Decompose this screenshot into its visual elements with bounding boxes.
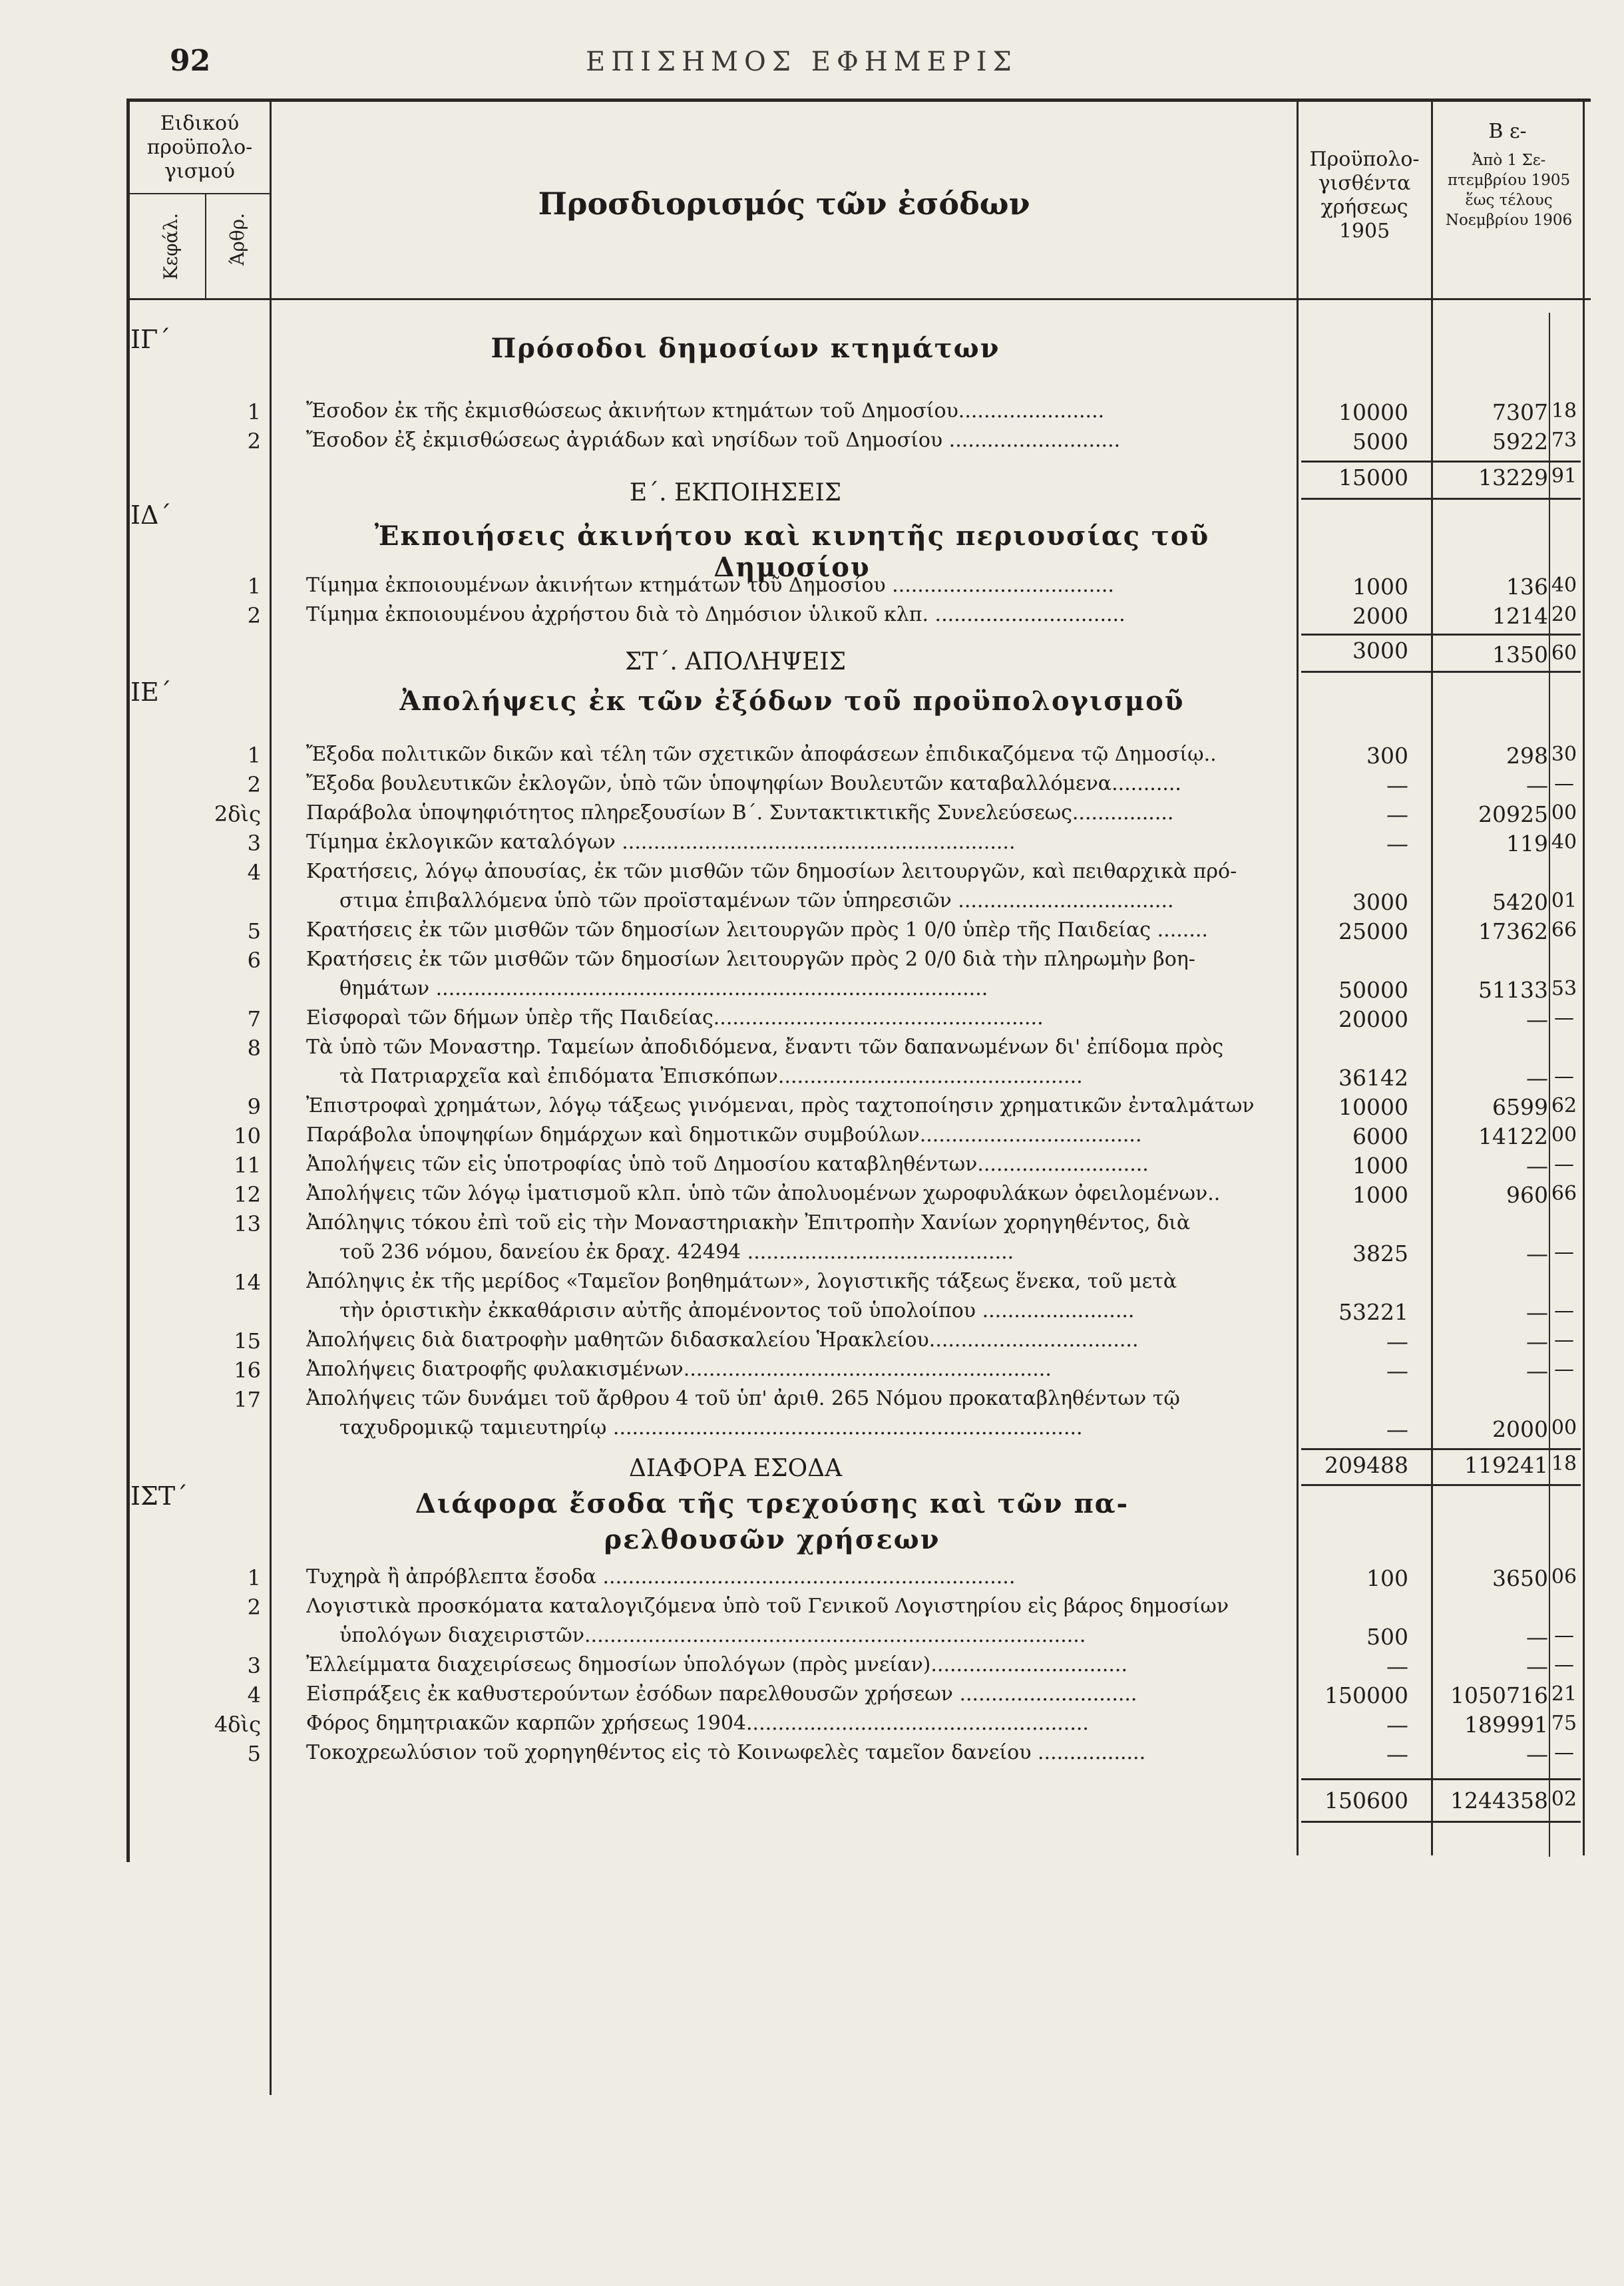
article-number: 12 xyxy=(234,1182,261,1207)
article-number: 15 xyxy=(234,1328,261,1354)
header-bottom-rule xyxy=(126,298,1591,300)
realized-value: 5420 xyxy=(1492,889,1548,915)
article-number: 11 xyxy=(234,1153,261,1178)
budget-value: 300 xyxy=(1366,743,1408,769)
section-total-cents: 18 xyxy=(1551,1452,1577,1475)
row-description-continued: τοῦ 236 νόμου, δανείου ἐκ δραχ. 42494 .......................................... xyxy=(339,1240,1014,1264)
section-title-continued: ρελθουσῶν χρήσεων xyxy=(604,1524,940,1555)
realized-cents: — xyxy=(1554,1006,1574,1030)
row-description: Ἔσοδον ἐξ ἐκμισθώσεως ἀγριάδων καὶ νησίδων τοῦ Δημοσίου ........................... xyxy=(306,429,1121,452)
budget-value: 53221 xyxy=(1338,1299,1408,1325)
section-total-cents: 91 xyxy=(1551,465,1577,488)
article-number: 5 xyxy=(247,918,261,944)
article-number: 17 xyxy=(234,1387,261,1412)
budget-value: 500 xyxy=(1366,1624,1408,1650)
row-description: Κρατήσεις, λόγῳ ἀπουσίας, ἐκ τῶν μισθῶν τῶν δημοσίων λειτουργῶν, καὶ πειθαρχικὰ πρό- xyxy=(306,860,1237,883)
page-number: 92 xyxy=(170,44,211,78)
realized-value: 298 xyxy=(1506,743,1548,769)
article-number: 4 xyxy=(247,860,261,885)
section-total-budget: 3000 xyxy=(1352,638,1408,664)
realized-cents: 06 xyxy=(1551,1565,1577,1589)
row-description-continued: ταχυδρομικῷ ταμιευτηρίῳ .......................................................................... xyxy=(339,1416,1083,1439)
row-description: Παράβολα ὑποψηφιότητος πληρεξουσίων Β΄. Συντακτικτικῆς Συνελεύσεως................ xyxy=(306,801,1174,825)
article-number: 1 xyxy=(247,399,261,425)
realized-cents: 01 xyxy=(1551,889,1577,912)
col-divider-article xyxy=(270,98,272,2095)
left-border xyxy=(126,98,130,1862)
realized-cents: 53 xyxy=(1551,977,1577,1000)
col-divider-budget xyxy=(1297,98,1299,1855)
row-description: Τυχηρὰ ἢ ἀπρόβλεπτα ἔσοδα ................................................................. xyxy=(306,1565,1016,1589)
article-number: 9 xyxy=(247,1094,261,1119)
realized-value: 5922 xyxy=(1492,429,1548,455)
realized-cents: — xyxy=(1554,1240,1574,1264)
row-description: Ἀπολήψεις τῶν εἰς ὑποτροφίας ὑπὸ τοῦ Δημοσίου καταβληθέντων........................... xyxy=(306,1153,1149,1176)
row-description: Ἀπόληψις ἐκ τῆς μερίδος «Ταμεῖον βοηθημάτων», λογιστικῆς τάξεως ἕνεκα, τοῦ μετὰ xyxy=(306,1270,1177,1293)
budget-value: 5000 xyxy=(1352,429,1408,455)
row-description: Ἐπιστροφαὶ χρημάτων, λόγῳ τάξεως γινόμεναι, πρὸς ταχτοποίησιν χρηματικῶν ἐνταλμάτων xyxy=(306,1094,1255,1117)
realized-value: — xyxy=(1526,1358,1548,1384)
section-title: Ἀπολήψεις ἐκ τῶν ἐξόδων τοῦ προϋπολογισμοῦ xyxy=(399,685,1185,717)
row-description: Ἔξοδα βουλευτικῶν ἐκλογῶν, ὑπὸ τῶν ὑποψηφίων Βουλευτῶν καταβαλλόμενα........... xyxy=(306,772,1181,795)
article-number: 2δὶς xyxy=(214,801,261,827)
article-number: 5 xyxy=(247,1741,261,1766)
article-number: 2 xyxy=(247,603,261,628)
article-number: 1 xyxy=(247,743,261,768)
realized-value: 189991 xyxy=(1464,1712,1548,1738)
realized-cents: 00 xyxy=(1551,1416,1577,1439)
total-double-rule xyxy=(1301,1821,1581,1823)
section-total-budget: 209488 xyxy=(1324,1452,1408,1478)
budget-value: 50000 xyxy=(1338,977,1408,1003)
article-number: 3 xyxy=(247,1653,261,1678)
article-number: 8 xyxy=(247,1036,261,1061)
realized-cents: — xyxy=(1554,772,1574,795)
section-total-budget: 150600 xyxy=(1324,1788,1408,1813)
row-description-continued: ὑπολόγων διαχειριστῶν............................................................................... xyxy=(339,1624,1086,1647)
row-description-continued: στιμα ἐπιβαλλόμενα ὑπὸ τῶν προϊσταμένων τῶν ὑπηρεσιῶν .................................. xyxy=(339,889,1174,912)
row-description-continued: τὰ Πατριαρχεῖα καὶ ἐπιδόματα Ἐπισκόπων................................................ xyxy=(339,1065,1083,1088)
realized-value: — xyxy=(1526,1240,1548,1266)
realized-value: — xyxy=(1526,1328,1548,1354)
col-divider-real xyxy=(1431,98,1433,1855)
article-number: 7 xyxy=(247,1006,261,1032)
special-budget-rule xyxy=(126,193,272,194)
realized-cents: 40 xyxy=(1551,574,1577,597)
realized-value: 1050716 xyxy=(1450,1682,1548,1708)
budget-value: 3825 xyxy=(1352,1240,1408,1266)
total-double-rule xyxy=(1301,671,1581,673)
realized-cents: 62 xyxy=(1551,1094,1577,1117)
subtotal-rule xyxy=(1301,461,1581,463)
realized-value: 14122 xyxy=(1478,1123,1548,1149)
col-divider-chapter xyxy=(205,193,206,299)
realized-cents: — xyxy=(1554,1065,1574,1088)
row-description: Λογιστικὰ προσκόματα καταλογιζόμενα ὑπὸ τοῦ Γενικοῦ Λογιστηρίου εἰς βάρος δημοσίων xyxy=(306,1595,1229,1618)
realized-value: 1214 xyxy=(1492,603,1548,629)
row-description-continued: θημάτων ....................................................................................... xyxy=(339,977,988,1000)
row-description: Ἔσοδον ἐκ τῆς ἐκμισθώσεως ἀκινήτων κτημάτων τοῦ Δημοσίου....................... xyxy=(306,399,1105,423)
budget-value: — xyxy=(1386,1712,1408,1738)
article-number: 10 xyxy=(234,1123,261,1149)
section-title: Πρόσοδοι δημοσίων κτημάτων xyxy=(491,333,1000,364)
chapter-label: ΙΓ΄ xyxy=(130,325,171,354)
row-description: Ἔξοδα πολιτικῶν δικῶν καὶ τέλη τῶν σχετικῶν ἀποφάσεων ἐπιδικαζόμενα τῷ Δημοσίῳ.. xyxy=(306,743,1217,766)
article-number: 3 xyxy=(247,831,261,856)
row-description: Τίμημα ἐκλογικῶν καταλόγων .............................................................. xyxy=(306,831,1016,854)
section-total-budget: 15000 xyxy=(1338,465,1408,490)
header-realized-top: Β ε- xyxy=(1488,120,1527,143)
header-realized: Ἀπὸ 1 Σε-πτεμβρίου 1905 ἕως τέλους Νοεμβρίου 1906 xyxy=(1445,152,1573,229)
budget-value: — xyxy=(1386,801,1408,827)
realized-value: 960 xyxy=(1506,1182,1548,1208)
section-title: Διάφορα ἔσοδα τῆς τρεχούσης καὶ τῶν πα- xyxy=(415,1488,1129,1519)
budget-value: 10000 xyxy=(1338,399,1408,425)
section-total-cents: 02 xyxy=(1551,1788,1577,1811)
chapter-label: ΙΣΤ΄ xyxy=(130,1481,188,1511)
row-description: Τοκοχρεωλύσιον τοῦ χορηγηθέντος εἰς τὸ Κοινωφελὲς ταμεῖον δανείου ................. xyxy=(306,1741,1146,1764)
budget-value: 1000 xyxy=(1352,1153,1408,1179)
part-heading: ΣΤ΄. ΑΠΟΛΗΨΕΙΣ xyxy=(624,648,847,675)
realized-value: 7307 xyxy=(1492,399,1548,425)
realized-cents: 30 xyxy=(1551,743,1577,766)
budget-value: — xyxy=(1386,831,1408,857)
col-divider-cents xyxy=(1549,313,1550,1857)
article-number: 2 xyxy=(247,1595,261,1620)
budget-value: 20000 xyxy=(1338,1006,1408,1032)
budget-value: — xyxy=(1386,772,1408,798)
budget-value: — xyxy=(1386,1328,1408,1354)
header-main-title: Προσδιορισμός τῶν ἐσόδων xyxy=(538,186,1030,222)
right-border xyxy=(1583,98,1585,1855)
realized-cents: 73 xyxy=(1551,429,1577,452)
section-total-real: 119241 xyxy=(1464,1452,1548,1478)
realized-cents: 00 xyxy=(1551,1123,1577,1147)
part-heading: Ε΄. ΕΚΠΟΙΗΣΕΙΣ xyxy=(629,479,842,506)
realized-value: 51133 xyxy=(1478,977,1548,1003)
realized-cents: — xyxy=(1554,1153,1574,1176)
article-number: 13 xyxy=(234,1211,261,1237)
subtotal-rule xyxy=(1301,634,1581,636)
realized-value: 119 xyxy=(1506,831,1548,857)
subtotal-rule xyxy=(1301,1448,1581,1450)
table-top-rule xyxy=(126,98,1591,102)
budget-value: 25000 xyxy=(1338,918,1408,944)
realized-value: — xyxy=(1526,772,1548,798)
article-number: 1 xyxy=(247,1565,261,1591)
budget-value: — xyxy=(1386,1741,1408,1767)
realized-value: — xyxy=(1526,1153,1548,1179)
realized-cents: — xyxy=(1554,1624,1574,1647)
running-title: ΕΠΙΣΗΜΟΣ ΕΦΗΜΕΡΙΣ xyxy=(586,47,1018,77)
budget-value: — xyxy=(1386,1358,1408,1384)
row-description: Ἀπολήψεις διατροφῆς φυλακισμένων.......................................................... xyxy=(306,1358,1052,1381)
realized-cents: — xyxy=(1554,1653,1574,1676)
section-total-real: 13229 xyxy=(1478,465,1548,490)
row-description: Κρατήσεις ἐκ τῶν μισθῶν τῶν δημοσίων λειτουργῶν πρὸς 2 0/0 διὰ τὴν πληρωμὴν βοη- xyxy=(306,948,1195,971)
budget-value: — xyxy=(1386,1653,1408,1679)
budget-value: 150000 xyxy=(1324,1682,1408,1708)
realized-value: 6599 xyxy=(1492,1094,1548,1120)
row-description: Ἀπολήψεις τῶν δυνάμει τοῦ ἄρθρου 4 τοῦ ὑπ' ἀριθ. 265 Νόμου προκαταβληθέντων τῷ xyxy=(306,1387,1180,1410)
section-total-cents: 60 xyxy=(1551,642,1577,665)
row-description: Τίμημα ἐκποιουμένου ἀχρήστου διὰ τὸ Δημόσιον ὑλικοῦ κλπ. .............................. xyxy=(306,603,1125,626)
realized-cents: 66 xyxy=(1551,1182,1577,1205)
section-total-real: 1350 xyxy=(1492,642,1548,667)
row-description: Εἰσφοραὶ τῶν δήμων ὑπὲρ τῆς Παιδείας.................................................... xyxy=(306,1006,1044,1030)
chapter-label: ΙΕ΄ xyxy=(130,677,172,707)
article-number: 14 xyxy=(234,1270,261,1295)
article-number: 1 xyxy=(247,574,261,599)
subtotal-rule xyxy=(1301,1778,1581,1780)
row-description: Ἀπολήψεις διὰ διατροφὴν μαθητῶν διδασκαλείου Ἡρακλείου................................. xyxy=(306,1328,1139,1352)
realized-value: 136 xyxy=(1506,574,1548,600)
realized-cents: 00 xyxy=(1551,801,1577,825)
realized-cents: 21 xyxy=(1551,1682,1577,1706)
header-chapter-col: Κεφάλ. xyxy=(160,213,182,280)
budget-value: 2000 xyxy=(1352,603,1408,629)
header-article-col: Άρθρ. xyxy=(226,213,248,266)
row-description: Παράβολα ὑποψηφίων δημάρχων καὶ δημοτικῶν συμβούλων................................... xyxy=(306,1123,1142,1147)
realized-cents: — xyxy=(1554,1741,1574,1764)
budget-value: 6000 xyxy=(1352,1123,1408,1149)
realized-value: 17362 xyxy=(1478,918,1548,944)
realized-value: — xyxy=(1526,1653,1548,1679)
row-description: Φόρος δημητριακῶν καρπῶν χρήσεως 1904...................................................... xyxy=(306,1712,1089,1735)
row-description: Τίμημα ἐκποιουμένων ἀκινήτων κτημάτων τοῦ Δημοσίου ................................... xyxy=(306,574,1114,597)
realized-cents: 20 xyxy=(1551,603,1577,626)
article-number: 6 xyxy=(247,948,261,973)
article-number: 16 xyxy=(234,1358,261,1383)
realized-value: — xyxy=(1526,1006,1548,1032)
total-double-rule xyxy=(1301,498,1581,500)
budget-value: 1000 xyxy=(1352,1182,1408,1208)
budget-value: 3000 xyxy=(1352,889,1408,915)
realized-cents: — xyxy=(1554,1358,1574,1381)
budget-value: 36142 xyxy=(1338,1065,1408,1091)
realized-value: 2000 xyxy=(1492,1416,1548,1442)
realized-value: — xyxy=(1526,1299,1548,1325)
article-number: 2 xyxy=(247,429,261,454)
realized-cents: 40 xyxy=(1551,831,1577,854)
realized-cents: 75 xyxy=(1551,1712,1577,1735)
row-description: Εἰσπράξεις ἐκ καθυστερούντων ἐσόδων παρελθουσῶν χρήσεων ............................ xyxy=(306,1682,1137,1706)
header-special-budget: Ειδικού προϋπολο-γισμού xyxy=(146,112,253,183)
realized-cents: 18 xyxy=(1551,399,1577,423)
row-description: Τὰ ὑπὸ τῶν Μοναστηρ. Ταμείων ἀποδιδόμενα, ἔναντι τῶν δαπανωμένων δι' ἐπίδομα πρὸς xyxy=(306,1036,1224,1059)
part-heading: ΔΙΑΦΟΡΑ ΕΣΟΔΑ xyxy=(628,1455,843,1482)
chapter-label: ΙΔ΄ xyxy=(130,500,172,530)
header-budgeted: Προϋπολο-γισθέντα χρήσεως 1905 xyxy=(1309,148,1420,243)
row-description-continued: τὴν ὁριστικὴν ἐκκαθάρισιν αὐτῆς ἀπομένοντος τοῦ ὑπολοίπου ........................ xyxy=(339,1299,1135,1322)
realized-cents: 66 xyxy=(1551,918,1577,942)
budget-value: 1000 xyxy=(1352,574,1408,600)
realized-value: — xyxy=(1526,1065,1548,1091)
budget-value: 100 xyxy=(1366,1565,1408,1591)
realized-value: 20925 xyxy=(1478,801,1548,827)
row-description: Ἀπολήψεις τῶν λόγῳ ἱματισμοῦ κλπ. ὑπὸ τῶν ἀπολυομένων χωροφυλάκων ὀφειλομένων.. xyxy=(306,1182,1221,1205)
realized-cents: — xyxy=(1554,1299,1574,1322)
row-description: Κρατήσεις ἐκ τῶν μισθῶν τῶν δημοσίων λειτουργῶν πρὸς 1 0/0 ὑπὲρ τῆς Παιδείας ........ xyxy=(306,918,1208,942)
section-total-real: 1244358 xyxy=(1450,1788,1548,1813)
section-title: Ἐκποιήσεις ἀκινήτου καὶ κινητῆς περιουσίας τοῦ Δημοσίου xyxy=(374,520,1210,583)
realized-value: 3650 xyxy=(1492,1565,1548,1591)
budget-value: — xyxy=(1386,1416,1408,1442)
row-description: Ἐλλείμματα διαχειρίσεως δημοσίων ὑπολόγων (πρὸς μνείαν)............................... xyxy=(306,1653,1127,1676)
article-number: 4δὶς xyxy=(214,1712,261,1737)
article-number: 2 xyxy=(247,772,261,797)
row-description: Ἀπόληψις τόκου ἐπὶ τοῦ εἰς τὴν Μοναστηριακὴν Ἐπιτροπὴν Χανίων χορηγηθέντος, διὰ xyxy=(306,1211,1191,1235)
article-number: 4 xyxy=(247,1682,261,1708)
budget-value: 10000 xyxy=(1338,1094,1408,1120)
total-double-rule xyxy=(1301,1484,1581,1486)
realized-value: — xyxy=(1526,1741,1548,1767)
realized-value: — xyxy=(1526,1624,1548,1650)
realized-cents: — xyxy=(1554,1328,1574,1352)
